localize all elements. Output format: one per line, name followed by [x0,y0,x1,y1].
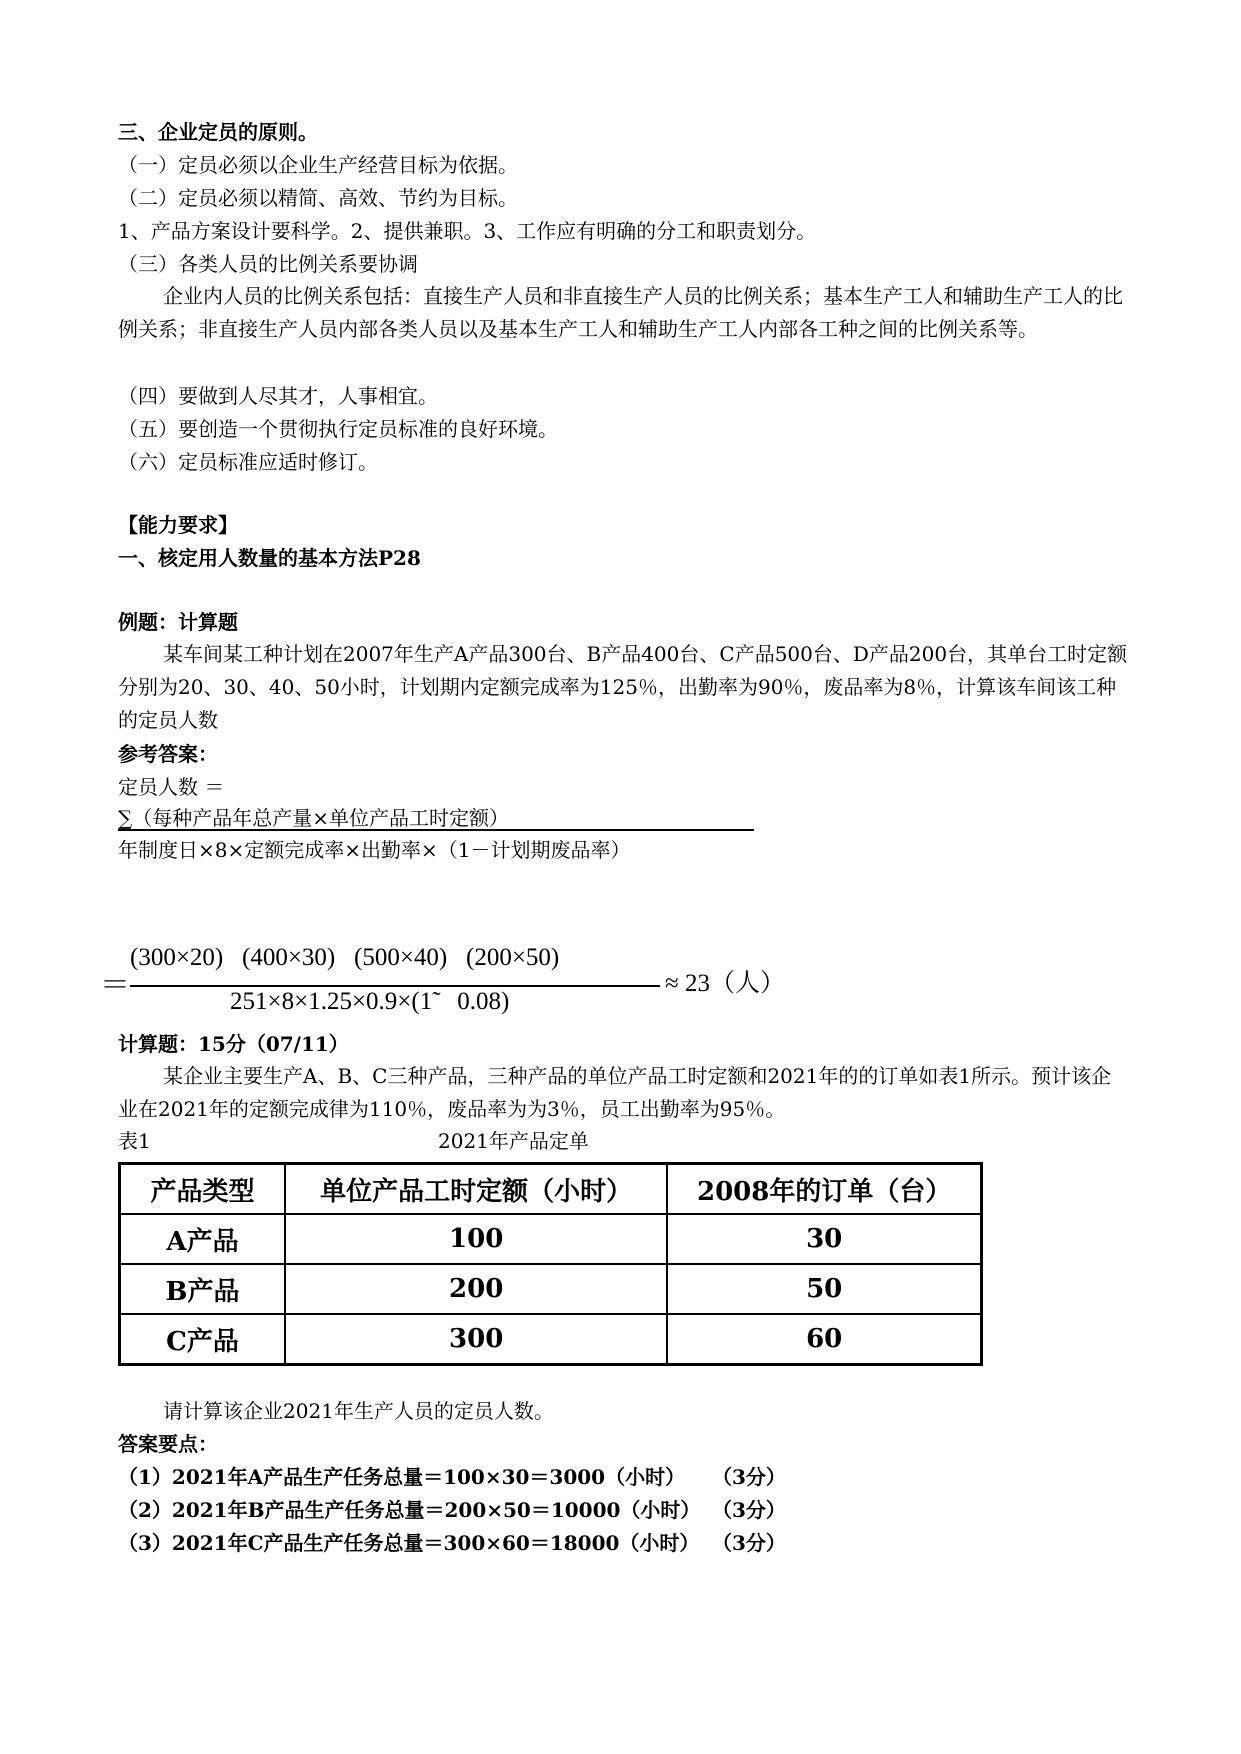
principle-4: （四）要做到人尽其才，人事相宜。 [118,384,438,408]
table-cell: 50 [667,1264,981,1314]
table-cell: 300 [285,1314,667,1365]
question-label: 计算题：15分（07/11） [118,1032,349,1056]
table-cell: 30 [667,1214,981,1264]
table-cell: B产品 [120,1264,286,1314]
formula-lhs: 定员人数 ＝ [118,775,225,799]
calc-numerator: (300×20) (400×30) (500×40) (200×50) [130,944,560,971]
table-title: 2021年产品定单 [438,1129,589,1153]
table-cell: 100 [285,1214,667,1264]
question-prompt: 请计算该企业2021年生产人员的定员人数。 [163,1399,554,1423]
answer-score-2: （3分） [712,1498,786,1522]
table-header-row [120,1164,982,1215]
principle-5: （五）要创造一个贯彻执行定员标准的良好环境。 [118,417,558,441]
answer-points-label: 答案要点： [118,1432,218,1456]
principle-2: （二）定员必须以精简、高效、节约为目标。 [118,186,518,210]
table-cell: A产品 [120,1214,286,1264]
formula-numerator: ∑（每种产品年总产量×单位产品工时定额） [118,806,510,830]
table-cell: C产品 [120,1314,286,1365]
question-body: 某企业主要生产A、B、C三种产品，三种产品的单位产品工时定额和2021年的的订单如表1所示。预计该企业在2021年的定额完成律为110％，废品率为为3％，员工出勤率为95％。 [118,1064,1112,1121]
principle-6: （六）定员标准应适时修订。 [118,450,378,474]
table-row [120,1314,982,1365]
principle-2-detail: 1、产品方案设计要科学。2、提供兼职。3、工作应有明确的分工和职责划分。 [118,219,817,243]
answer-line-1: （1）2021年A产品生产任务总量＝100×30＝3000（小时） [118,1465,686,1489]
formula-denominator: 年制度日×8×定额完成率×出勤率×（1－计划期废品率） [118,838,631,862]
example-body: 某车间某工种计划在2007年生产A产品300台、B产品400台、C产品500台、D产品200台，其单台工时定额分别为20、30、40、50小时，计划期内定额完成率为125％，出勤率为90％，废品率为8％，计算该车间该工种的定员人数 [118,642,1128,732]
calc-equals: ＝ [100,969,130,1002]
fraction-bar [118,829,754,831]
table-header: 2008年的订单（台） [667,1164,981,1215]
answer-score-1: （3分） [712,1465,786,1489]
ability-subheading: 一、核定用人数量的基本方法P28 [118,546,421,570]
example-label: 例题：计算题 [118,610,238,634]
answer-label: 参考答案： [118,742,218,766]
answer-score-3: （3分） [712,1531,786,1555]
table-row [120,1264,982,1314]
table-label: 表1 [118,1129,151,1153]
answer-line-2: （2）2021年B产品生产任务总量＝200×50＝10000（小时） [118,1498,701,1522]
principle-3-body: 企业内人员的比例关系包括：直接生产人员和非直接生产人员的比例关系；基本生产工人和辅助生产工人的比例关系；非直接生产人员内部各类人员以及基本生产工人和辅助生产工人内部各工种之间的比例关系等。 [118,284,1123,341]
table-header: 产品类型 [120,1164,286,1215]
table-row [120,1214,982,1264]
table-cell: 200 [285,1264,667,1314]
answer-line-3: （3）2021年C产品生产任务总量＝300×60＝18000（小时） [118,1531,700,1555]
section-heading: 三、企业定员的原则。 [118,120,318,144]
ability-heading: 【能力要求】 [118,513,238,537]
calc-fraction-bar [130,985,660,987]
table-header: 单位产品工时定额（小时） [285,1164,667,1215]
principle-3: （三）各类人员的比例关系要协调 [118,252,418,276]
product-order-table [118,1162,983,1366]
calc-result: ≈ 23（人） [665,970,785,997]
principle-1: （一）定员必须以企业生产经营目标为依据。 [118,153,518,177]
calc-denominator: 251×8×1.25×0.9×(1̃ 0.08) [230,988,510,1015]
table-cell: 60 [667,1314,981,1365]
